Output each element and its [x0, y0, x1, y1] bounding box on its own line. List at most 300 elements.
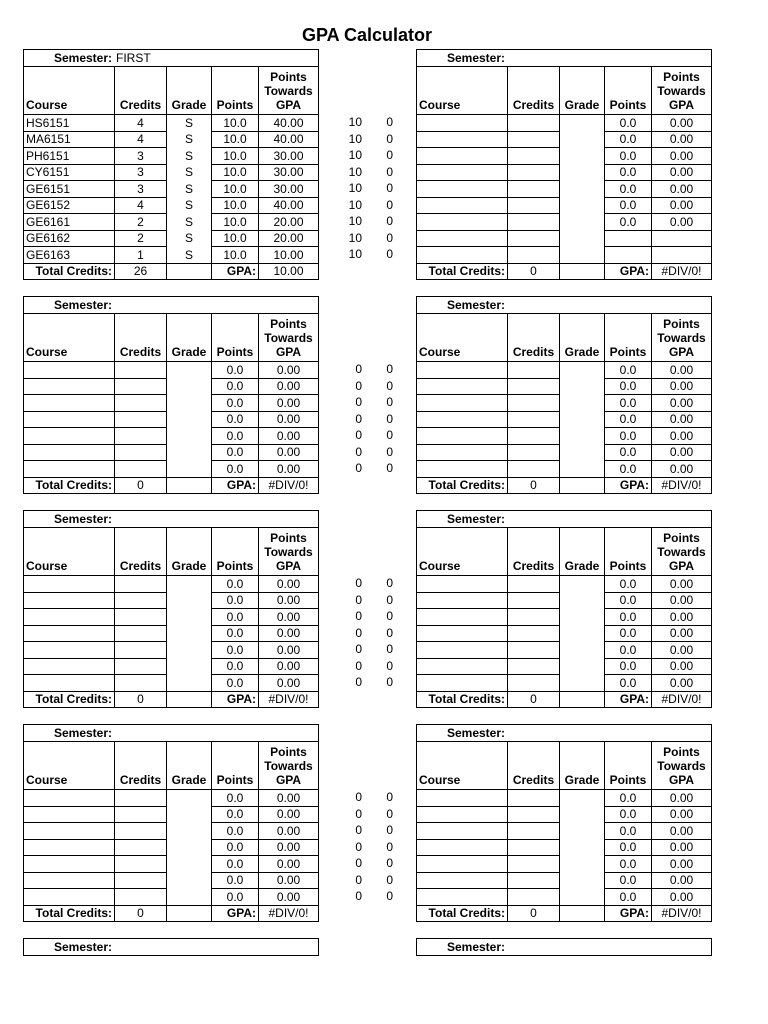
credits-cell[interactable]: 4: [115, 197, 167, 214]
credits-cell[interactable]: [115, 411, 167, 428]
grade-cell[interactable]: [560, 378, 605, 395]
course-header: Course: [24, 742, 115, 790]
total-credits-label: Total Credits:: [24, 263, 115, 280]
grade-cell[interactable]: [167, 609, 212, 626]
semester-name-field[interactable]: [505, 51, 509, 65]
semester-name-field[interactable]: [112, 726, 116, 740]
course-row: [24, 362, 319, 379]
course-row: [24, 395, 319, 412]
grade-cell[interactable]: [560, 889, 605, 906]
helper-value: 0: [386, 658, 393, 673]
credits-cell[interactable]: [508, 378, 560, 395]
points-header: Points: [212, 528, 259, 576]
credits-cell[interactable]: [508, 823, 560, 840]
grade-cell[interactable]: [560, 642, 605, 659]
course-cell[interactable]: CY6151: [24, 164, 115, 181]
course-cell[interactable]: [24, 806, 115, 823]
points-cell: 0.0: [212, 625, 259, 642]
grade-cell[interactable]: [560, 230, 605, 247]
points-header: Points: [212, 67, 259, 115]
points-towards-gpa-cell: 0.00: [652, 428, 712, 445]
grade-cell[interactable]: S: [167, 115, 212, 132]
points-towards-gpa-cell: 10.00: [259, 247, 319, 264]
credits-cell[interactable]: [115, 856, 167, 873]
course-cell[interactable]: [417, 197, 508, 214]
credits-cell[interactable]: 3: [115, 164, 167, 181]
credits-cell[interactable]: [115, 675, 167, 692]
grade-header: Grade: [167, 314, 212, 362]
course-row: [417, 230, 712, 247]
course-cell[interactable]: [417, 576, 508, 593]
credits-cell[interactable]: [508, 790, 560, 807]
points-towards-gpa-cell: [652, 247, 712, 264]
credits-cell[interactable]: [508, 658, 560, 675]
credits-cell[interactable]: [508, 214, 560, 231]
credits-cell[interactable]: [115, 395, 167, 412]
grade-cell[interactable]: [560, 576, 605, 593]
course-row: [24, 214, 319, 231]
grade-cell[interactable]: [167, 395, 212, 412]
credits-cell[interactable]: [115, 609, 167, 626]
course-row: [24, 839, 319, 856]
semester-table: [416, 49, 712, 280]
points-towards-gpa-cell: 0.00: [652, 675, 712, 692]
grade-cell[interactable]: [560, 395, 605, 412]
gpa-label: GPA:: [212, 905, 259, 922]
grade-cell[interactable]: [167, 839, 212, 856]
grade-cell[interactable]: [167, 428, 212, 445]
points-cell: 0.0: [605, 131, 652, 148]
credits-cell[interactable]: [508, 609, 560, 626]
points-cell: 0.0: [605, 839, 652, 856]
semester-name-field[interactable]: [112, 940, 116, 954]
grade-cell[interactable]: S: [167, 214, 212, 231]
credits-cell[interactable]: [115, 592, 167, 609]
grade-cell[interactable]: [560, 856, 605, 873]
totals-row: [24, 905, 319, 922]
course-cell[interactable]: [417, 362, 508, 379]
credits-cell[interactable]: [508, 230, 560, 247]
credits-cell[interactable]: [115, 872, 167, 889]
course-cell[interactable]: PH6151: [24, 148, 115, 165]
grade-header: Grade: [560, 67, 605, 115]
course-cell[interactable]: [24, 411, 115, 428]
course-cell[interactable]: [417, 642, 508, 659]
course-cell[interactable]: HS6151: [24, 115, 115, 132]
points-cell: 0.0: [212, 428, 259, 445]
semester-cell: [24, 297, 319, 314]
grade-cell[interactable]: [560, 115, 605, 132]
grade-cell[interactable]: [560, 411, 605, 428]
semester-table: [416, 296, 712, 494]
grade-cell[interactable]: [560, 164, 605, 181]
course-cell[interactable]: [24, 790, 115, 807]
points-cell: 0.0: [212, 444, 259, 461]
semester-table: [416, 938, 712, 956]
course-row: [24, 247, 319, 264]
credits-cell[interactable]: [508, 148, 560, 165]
credits-header: Credits: [508, 742, 560, 790]
course-row: [24, 461, 319, 478]
grade-cell[interactable]: S: [167, 230, 212, 247]
course-cell[interactable]: [24, 395, 115, 412]
credits-cell[interactable]: 3: [115, 181, 167, 198]
grade-cell[interactable]: S: [167, 164, 212, 181]
column-header-row: [417, 742, 712, 790]
course-row: [24, 115, 319, 132]
column-header-row: [24, 742, 319, 790]
credits-cell[interactable]: [508, 592, 560, 609]
grade-cell[interactable]: [560, 872, 605, 889]
grade-cell[interactable]: [167, 658, 212, 675]
course-row: [417, 362, 712, 379]
credits-cell[interactable]: [508, 164, 560, 181]
credits-cell[interactable]: [508, 395, 560, 412]
course-cell[interactable]: [24, 461, 115, 478]
course-cell[interactable]: [417, 164, 508, 181]
credits-cell[interactable]: [115, 839, 167, 856]
grade-cell[interactable]: S: [167, 131, 212, 148]
credits-cell[interactable]: [115, 889, 167, 906]
course-cell[interactable]: [24, 576, 115, 593]
course-cell[interactable]: [417, 675, 508, 692]
grade-cell[interactable]: S: [167, 148, 212, 165]
helper-value: 0: [386, 378, 393, 393]
credits-cell[interactable]: [115, 362, 167, 379]
course-cell[interactable]: [24, 642, 115, 659]
semester-table: [23, 724, 319, 922]
course-cell[interactable]: [417, 395, 508, 412]
helper-value: 0: [355, 872, 362, 887]
helper-value: 0: [386, 247, 393, 261]
grade-cell[interactable]: [560, 428, 605, 445]
points-towards-gpa-cell: 0.00: [259, 806, 319, 823]
points-towards-gpa-cell: 0.00: [652, 444, 712, 461]
helper-value: 0: [386, 806, 393, 821]
grade-cell[interactable]: [560, 839, 605, 856]
grade-cell[interactable]: [167, 889, 212, 906]
grade-header: Grade: [560, 314, 605, 362]
grade-cell[interactable]: [560, 806, 605, 823]
course-cell[interactable]: [417, 115, 508, 132]
course-header: Course: [24, 528, 115, 576]
grade-cell[interactable]: [560, 148, 605, 165]
course-cell[interactable]: [417, 856, 508, 873]
credits-cell[interactable]: [508, 839, 560, 856]
grade-cell[interactable]: S: [167, 197, 212, 214]
semester-table: [416, 510, 712, 708]
grade-cell[interactable]: [560, 197, 605, 214]
points-cell: 0.0: [212, 362, 259, 379]
grade-cell[interactable]: [560, 131, 605, 148]
credits-cell[interactable]: [508, 115, 560, 132]
course-cell[interactable]: [24, 609, 115, 626]
points-towards-gpa-cell: 0.00: [652, 461, 712, 478]
credits-cell[interactable]: [115, 461, 167, 478]
grade-cell[interactable]: [560, 675, 605, 692]
helper-value: 10: [348, 181, 362, 195]
grade-cell[interactable]: [167, 625, 212, 642]
semester-name-field[interactable]: [505, 726, 509, 740]
grade-cell[interactable]: [560, 592, 605, 609]
course-row: [417, 642, 712, 659]
semester-label: Semester:: [446, 298, 505, 312]
grade-cell[interactable]: [167, 790, 212, 807]
credits-cell[interactable]: [508, 625, 560, 642]
course-cell[interactable]: GE6151: [24, 181, 115, 198]
semester-table: [416, 724, 712, 922]
grade-cell[interactable]: [560, 461, 605, 478]
course-cell[interactable]: [417, 658, 508, 675]
credits-cell[interactable]: 4: [115, 131, 167, 148]
credits-cell[interactable]: [115, 625, 167, 642]
credits-cell[interactable]: [508, 428, 560, 445]
grade-cell[interactable]: [167, 444, 212, 461]
semester-name-field[interactable]: [112, 298, 116, 312]
credits-cell[interactable]: [508, 362, 560, 379]
totals-spacer: [560, 263, 605, 280]
credits-cell[interactable]: [508, 131, 560, 148]
helper-value: 10: [348, 148, 362, 162]
course-cell[interactable]: [417, 609, 508, 626]
points-towards-gpa-cell: 0.00: [652, 889, 712, 906]
semester-row: [417, 297, 712, 314]
semester-label: Semester:: [446, 51, 505, 65]
course-row: [417, 609, 712, 626]
points-cell: 0.0: [605, 856, 652, 873]
total-credits-value: 0: [115, 691, 167, 708]
points-cell: 0.0: [212, 411, 259, 428]
grade-cell[interactable]: [560, 214, 605, 231]
grade-cell[interactable]: [560, 247, 605, 264]
credits-header: Credits: [508, 67, 560, 115]
helper-value: 0: [386, 856, 393, 870]
course-cell[interactable]: [24, 362, 115, 379]
column-header-row: [417, 67, 712, 115]
credits-cell[interactable]: [115, 806, 167, 823]
credits-cell[interactable]: [115, 658, 167, 675]
semester-name-field[interactable]: [112, 512, 116, 526]
credits-cell[interactable]: [115, 790, 167, 807]
credits-cell[interactable]: 2: [115, 214, 167, 231]
course-cell[interactable]: [417, 461, 508, 478]
credits-cell[interactable]: [508, 872, 560, 889]
course-cell[interactable]: GE6161: [24, 214, 115, 231]
course-cell[interactable]: [417, 839, 508, 856]
points-cell: 0.0: [605, 362, 652, 379]
helper-value: 10: [348, 164, 362, 179]
course-cell[interactable]: [417, 378, 508, 395]
course-cell[interactable]: [24, 856, 115, 873]
points-cell: 0.0: [605, 889, 652, 906]
credits-cell[interactable]: [508, 247, 560, 264]
points-cell: 0.0: [605, 642, 652, 659]
helper-value: 10: [348, 230, 362, 245]
course-cell[interactable]: MA6151: [24, 131, 115, 148]
grade-cell[interactable]: [167, 461, 212, 478]
grade-cell[interactable]: S: [167, 181, 212, 198]
gpa-value: 10.00: [259, 263, 319, 280]
credits-cell[interactable]: [115, 642, 167, 659]
semester-row: [417, 50, 712, 67]
course-cell[interactable]: [417, 181, 508, 198]
course-cell[interactable]: [417, 625, 508, 642]
points-cell: 0.0: [212, 609, 259, 626]
points-cell: 10.0: [212, 214, 259, 231]
credits-cell[interactable]: [508, 806, 560, 823]
course-cell[interactable]: [24, 658, 115, 675]
course-row: [417, 592, 712, 609]
credits-cell[interactable]: [508, 856, 560, 873]
points-header: Points: [605, 528, 652, 576]
credits-cell[interactable]: [508, 675, 560, 692]
helper-value: 0: [355, 411, 362, 426]
grade-cell[interactable]: [560, 625, 605, 642]
grade-cell[interactable]: [167, 872, 212, 889]
course-cell[interactable]: [417, 823, 508, 840]
grade-cell[interactable]: [560, 790, 605, 807]
course-row: [24, 592, 319, 609]
points-towards-gpa-cell: 0.00: [652, 806, 712, 823]
course-cell[interactable]: [417, 148, 508, 165]
grade-cell[interactable]: [167, 675, 212, 692]
semester-name-field[interactable]: [505, 298, 509, 312]
points-towards-gpa-cell: 0.00: [652, 790, 712, 807]
course-cell[interactable]: [417, 131, 508, 148]
grade-cell[interactable]: [167, 362, 212, 379]
helper-value: 0: [355, 823, 362, 837]
points-towards-gpa-cell: 0.00: [652, 214, 712, 231]
grade-cell[interactable]: [167, 642, 212, 659]
course-cell[interactable]: [24, 823, 115, 840]
credits-cell[interactable]: [115, 576, 167, 593]
points-header: Points: [605, 314, 652, 362]
grade-cell[interactable]: [167, 806, 212, 823]
credits-cell[interactable]: 4: [115, 115, 167, 132]
course-cell[interactable]: [24, 675, 115, 692]
helper-value: 0: [386, 642, 393, 656]
grade-cell[interactable]: [560, 609, 605, 626]
credits-cell[interactable]: [508, 889, 560, 906]
credits-cell[interactable]: [508, 181, 560, 198]
course-cell[interactable]: [24, 428, 115, 445]
points-cell: 0.0: [605, 872, 652, 889]
grade-cell[interactable]: [560, 444, 605, 461]
helper-value: 0: [355, 378, 362, 393]
course-row: [24, 411, 319, 428]
total-credits-value: 0: [508, 691, 560, 708]
credits-cell[interactable]: 1: [115, 247, 167, 264]
gpa-value: #DIV/0!: [259, 905, 319, 922]
course-cell[interactable]: [24, 872, 115, 889]
course-cell[interactable]: [24, 444, 115, 461]
grade-cell[interactable]: [167, 576, 212, 593]
course-cell[interactable]: [417, 592, 508, 609]
grade-cell[interactable]: [560, 362, 605, 379]
credits-cell[interactable]: [508, 197, 560, 214]
credits-cell[interactable]: [508, 642, 560, 659]
column-header-row: [24, 528, 319, 576]
points-cell: 10.0: [212, 164, 259, 181]
points-cell: 0.0: [212, 823, 259, 840]
grade-cell[interactable]: [560, 181, 605, 198]
semester-table: [23, 510, 319, 708]
course-cell[interactable]: [417, 428, 508, 445]
total-credits-value: 0: [508, 477, 560, 494]
course-cell[interactable]: [417, 230, 508, 247]
grade-cell[interactable]: [167, 411, 212, 428]
course-cell[interactable]: GE6163: [24, 247, 115, 264]
credits-cell[interactable]: [508, 444, 560, 461]
credits-cell[interactable]: [115, 444, 167, 461]
course-row: [417, 197, 712, 214]
course-cell[interactable]: [417, 444, 508, 461]
points-towards-gpa-cell: 0.00: [652, 395, 712, 412]
course-row: [417, 428, 712, 445]
points-cell: [605, 247, 652, 264]
credits-cell[interactable]: [115, 823, 167, 840]
course-cell[interactable]: GE6152: [24, 197, 115, 214]
course-cell[interactable]: [417, 889, 508, 906]
helper-value: 0: [355, 428, 362, 442]
grade-cell[interactable]: [167, 378, 212, 395]
course-cell[interactable]: [417, 790, 508, 807]
helper-value: 10: [348, 247, 362, 261]
semester-name-field[interactable]: [505, 512, 509, 526]
semester-label: Semester:: [446, 726, 505, 740]
semester-name-field[interactable]: [505, 940, 509, 954]
course-cell[interactable]: [417, 411, 508, 428]
points-cell: 0.0: [605, 658, 652, 675]
grade-cell[interactable]: S: [167, 247, 212, 264]
semester-name-field[interactable]: FIRST: [116, 51, 151, 65]
course-cell[interactable]: [24, 625, 115, 642]
course-cell[interactable]: GE6162: [24, 230, 115, 247]
credits-cell[interactable]: [508, 461, 560, 478]
credits-cell[interactable]: [115, 378, 167, 395]
helper-value: 0: [355, 395, 362, 409]
course-cell[interactable]: [417, 806, 508, 823]
grade-cell[interactable]: [167, 856, 212, 873]
credits-cell[interactable]: [508, 411, 560, 428]
course-cell[interactable]: [24, 889, 115, 906]
grade-cell[interactable]: [167, 823, 212, 840]
course-cell[interactable]: [24, 592, 115, 609]
semester-cell: [417, 297, 712, 314]
course-row: [417, 115, 712, 132]
gpa-value: #DIV/0!: [652, 905, 712, 922]
totals-row: [24, 263, 319, 280]
course-cell[interactable]: [417, 872, 508, 889]
credits-cell[interactable]: [115, 428, 167, 445]
course-cell[interactable]: [417, 247, 508, 264]
points-towards-gpa-cell: 20.00: [259, 230, 319, 247]
credits-cell[interactable]: [508, 576, 560, 593]
credits-cell[interactable]: 2: [115, 230, 167, 247]
course-cell[interactable]: [417, 214, 508, 231]
course-row: [417, 625, 712, 642]
grade-cell[interactable]: [167, 592, 212, 609]
grade-cell[interactable]: [560, 823, 605, 840]
course-cell[interactable]: [24, 378, 115, 395]
totals-spacer: [167, 691, 212, 708]
helper-value: 0: [386, 823, 393, 837]
credits-cell[interactable]: 3: [115, 148, 167, 165]
course-cell[interactable]: [24, 839, 115, 856]
grade-cell[interactable]: [560, 658, 605, 675]
course-row: [24, 131, 319, 148]
helper-value: 0: [386, 411, 393, 426]
